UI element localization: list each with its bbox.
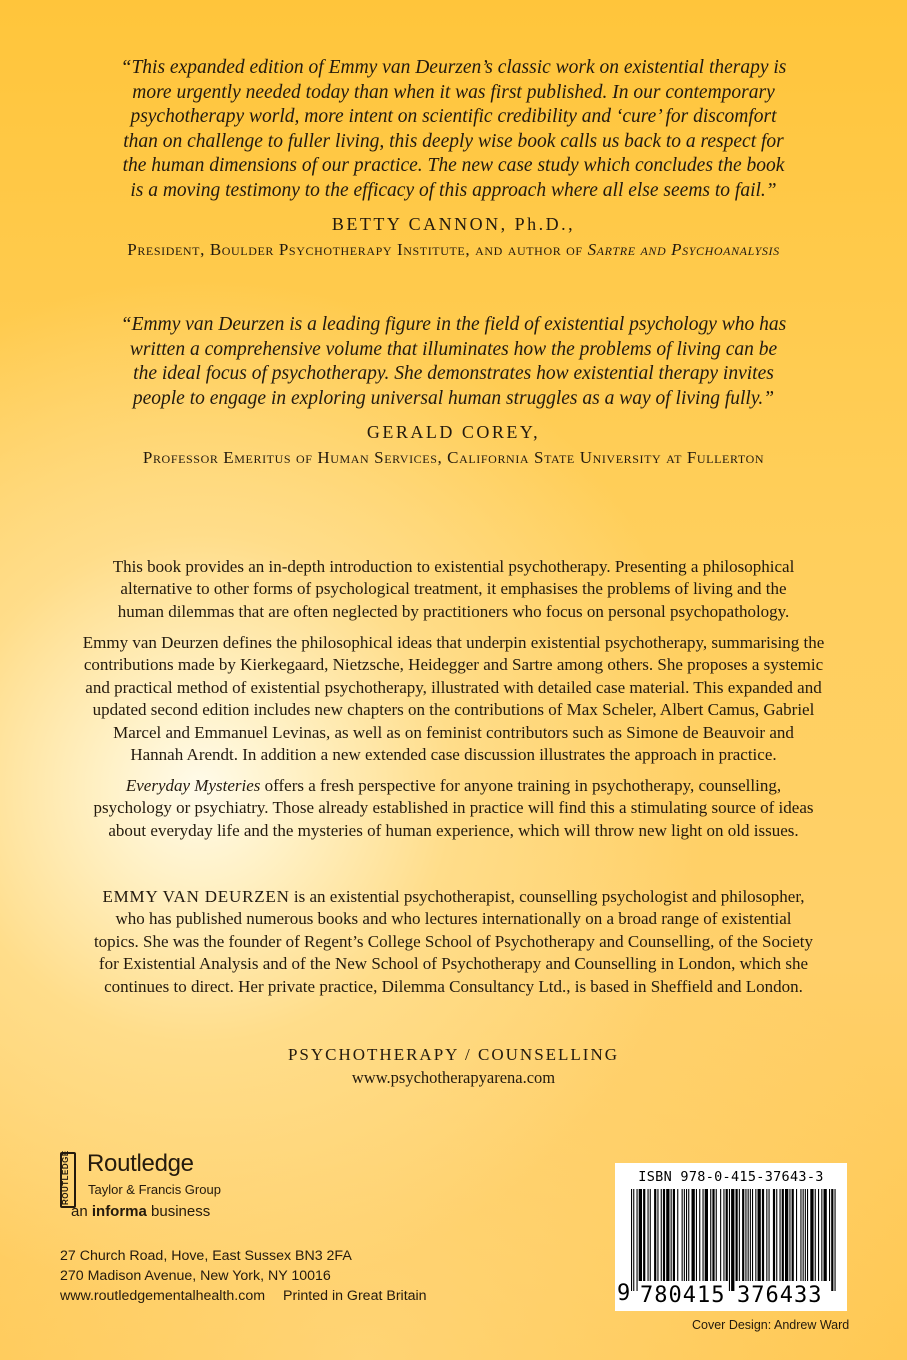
paragraph-line [0,886,907,908]
paragraph-line: updated second edition includes new chapters on the contributions of Max Scheler, Albert Camus, Gabriel [92,700,815,720]
barcode-bar [742,1189,744,1281]
barcode-bar [692,1189,695,1281]
quote-line: than on challenge to fuller living, this deeply wise book calls us back to a respect for [123,130,784,152]
quote-line: written a comprehensive volume that illuminates how the problems of living can be [129,338,778,360]
book-title: Everyday Mysteries [125,776,261,795]
author-bio [0,886,907,998]
barcode-bar [835,1189,836,1291]
quote-line: people to engage in exploring universal human struggles as a way of living fully.” [132,387,775,409]
barcode-bar [831,1189,833,1291]
paragraph-line: alternative to other forms of psychological treatment, it emphasises the problems of living and the [120,579,787,599]
subject-category: PSYCHOTHERAPY / COUNSELLING [287,1045,620,1064]
barcode-bar [710,1189,711,1281]
barcode-bar [773,1189,775,1281]
cover-design-credit: Cover Design: Andrew Ward [692,1318,850,1332]
quote-line: the human dimensions of our practice. The new case study which concludes the book [122,155,785,176]
paragraph-line [0,775,907,797]
paragraph-line: who has published numerous books and who lectures internationally on a broad range of existential [115,909,792,929]
barcode-bar [800,1189,801,1281]
barcode-bar [631,1189,632,1291]
barcode-bar [699,1189,700,1281]
barcode-bar [663,1189,665,1281]
barcode-bar [720,1189,721,1281]
barcode-bar [661,1189,662,1281]
paragraph-line: Emmy van Deurzen defines the philosophical ideas that underpin existential psychotherapy, summarising the [82,633,825,652]
paragraph-text: offers a fresh perspective for anyone training in psychotherapy, counselling, [260,776,782,795]
isbn-digits-group-2: 376433 [737,1283,823,1308]
testimonial-2 [0,313,907,469]
quote-line: is a moving testimony to the efficacy of this approach where all else seems to fail.” [130,179,777,201]
barcode-bar [643,1189,645,1281]
barcode-bar [736,1189,738,1281]
barcode-bar [805,1189,806,1281]
paragraph-line: and practical method of existential psychotherapy, illustrated with detailed case material. This expanded and [85,677,822,697]
barcode-bar [818,1189,819,1281]
publisher-website-link[interactable]: www.routledgementalhealth.com [60,1288,266,1304]
barcode-bar [703,1189,704,1281]
barcode-bar [789,1189,790,1281]
address-line-1: 27 Church Road, Hove, East Sussex BN3 2FA [60,1248,352,1264]
barcode-bar [671,1189,672,1281]
barcode-bar [684,1189,685,1281]
barcode-bar [731,1189,734,1291]
barcode-bar [810,1189,813,1281]
barcode-bar [750,1189,751,1281]
paragraph-line: Hannah Arendt. In addition a new extended case discussion illustrates the approach in practice. [130,745,777,765]
publisher-mark-text: ROUTLEDGE [61,1150,70,1206]
isbn-label: ISBN 978-0-415-37643-3 [638,1169,824,1185]
testimonial-1-affiliation [0,239,907,261]
barcode-bar [748,1189,749,1281]
barcode-bar [785,1189,788,1281]
quote-line: “This expanded edition of Emmy van Deurzen’s classic work on existential therapy is [120,57,787,78]
barcode-bar [654,1189,656,1281]
informa-suffix: business [146,1203,211,1220]
testimonial-2-name: GERALD COREY, [366,422,541,442]
barcode-bar [650,1189,651,1281]
quote-line: psychotherapy world, more intent on scientific credibility and ‘cure’ for discomfort [130,106,777,127]
barcode-bar [782,1189,784,1281]
website-link[interactable]: www.psychotherapyarena.com [351,1068,556,1087]
paragraph-line: continues to direct. Her private practice, Dilemma Consultancy Ltd., is based in Sheffield and London. [104,976,803,996]
barcode-bar [726,1189,728,1281]
testimonial-2-affiliation [0,447,907,469]
isbn-barcode [615,1163,847,1311]
barcode-bar [829,1189,830,1281]
testimonial-1-name: BETTY CANNON, Ph.D., [331,214,576,234]
author-name: EMMY VAN DEURZEN [102,887,290,906]
barcode-bar [657,1189,658,1281]
address-line-3 [60,1286,427,1306]
barcode-bar [648,1189,649,1281]
printed-in: Printed in Great Britain [283,1288,427,1304]
barcode-bar [824,1189,827,1281]
publisher-informa [71,1203,210,1220]
barcode-bar [705,1189,708,1281]
barcode-bar [769,1189,770,1281]
barcode-bar [745,1189,746,1281]
testimonial-1 [0,56,907,261]
affiliation-book-title: Sartre and Psychoanalysis [587,240,780,259]
barcode-bar [639,1189,642,1281]
barcode-bar [716,1189,717,1281]
paragraph-line: Marcel and Emmanuel Levinas, as well as on feminist contributors such as Simone de Beauvoir and [113,722,794,742]
paragraph-line: This book provides an in-depth introduction to existential psychotherapy. Presenting a philosophical [112,557,795,576]
isbn-digit-first: 9 [617,1281,631,1306]
publisher-group: Taylor & Francis Group [88,1182,221,1197]
barcode-bar [729,1189,730,1291]
barcode-bar [688,1189,689,1281]
description-paragraph-3 [0,775,907,842]
barcode-bar [803,1189,804,1281]
quote-line: “Emmy van Deurzen is a leading figure in the field of existential psychology who has [120,314,787,335]
barcode-bar [686,1189,687,1281]
testimonial-2-quote [0,313,907,411]
publisher-address [60,1246,427,1306]
affiliation-text: President, Boulder Psychotherapy Institute, and author of [127,240,588,259]
barcode-bar [766,1189,767,1281]
barcode-bar [755,1189,756,1281]
barcode-bar [666,1189,669,1281]
barcode-bar [637,1189,638,1291]
isbn-digits-group-1: 780415 [640,1283,726,1308]
barcode-bar [696,1189,697,1281]
paragraph-text: is an existential psychotherapist, counselling psychologist and philosopher, [289,887,805,906]
barcode-bar [758,1189,761,1281]
paragraph-line: contributions made by Kierkegaard, Nietzsche, Heidegger and Sartre among others. She proposes a systemic [83,655,824,675]
barcode-bar [776,1189,777,1281]
barcode-bar [762,1189,764,1281]
barcode-bar [723,1189,724,1281]
informa-word: informa [91,1203,147,1220]
barcode-bar [796,1189,797,1281]
barcode-bar [682,1189,683,1281]
paragraph-line: for Existential Analysis and of the New School of Psychotherapy and Counselling in London, which she [98,954,809,974]
barcode-bar [780,1189,781,1281]
barcode-bar [792,1189,794,1281]
barcode-bar [821,1189,822,1281]
barcode-bar [752,1189,753,1281]
barcode-bar [807,1189,808,1281]
description-paragraph-1 [0,556,907,623]
publisher-logo [60,1150,320,1230]
barcode-bar [739,1189,740,1281]
paragraph-line: psychology or psychiatry. Those already established in practice will find this a stimulating source of ideas [93,798,814,818]
informa-prefix: an [71,1203,92,1220]
barcode-bar [815,1189,816,1281]
paragraph-line: topics. She was the founder of Regent’s College School of Psychotherapy and Counselling, of the Society [93,931,814,951]
paragraph-line: human dilemmas that are often neglected by practitioners who focus on personal psychopathology. [117,601,790,621]
paragraph-line: about everyday life and the mysteries of human experience, which will throw new light on old issues. [108,820,799,840]
barcode-bar [673,1189,675,1281]
quote-line: more urgently needed today than when it was first published. In our contemporary [132,81,775,103]
publisher-name: Routledge [87,1150,194,1177]
barcode-bar [712,1189,714,1281]
quote-line: the ideal focus of psychotherapy. She demonstrates how existential therapy invites [133,363,774,384]
description-paragraph-2 [0,632,907,766]
affiliation-text: Professor Emeritus of Human Services, California State University at Fullerton [142,448,765,467]
address-line-2: 270 Madison Avenue, New York, NY 10016 [60,1268,331,1284]
testimonial-1-quote [0,56,907,203]
barcode-bars [625,1189,843,1291]
barcode-bar [633,1189,634,1291]
barcode-bar [677,1189,678,1281]
